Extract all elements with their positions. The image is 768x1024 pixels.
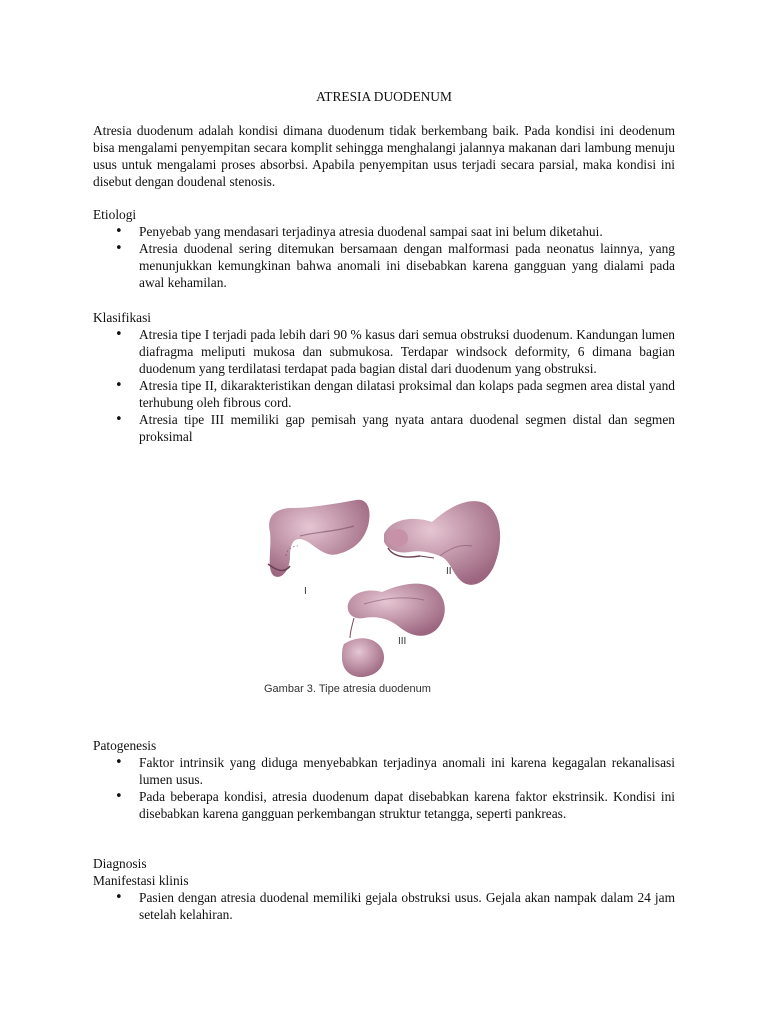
atresia-types-figure	[264, 486, 512, 700]
diagnosis-list	[93, 889, 675, 923]
etiologi-list	[93, 223, 675, 291]
type-iii-drawing	[342, 584, 445, 677]
list-item: • Atresia tipe II, dikarakteristikan dengan dilatasi proksimal dan kolaps pada segmen area distal yand terhubung oleh fibrous cord.	[93, 377, 675, 411]
klasifikasi-list	[93, 326, 675, 445]
manifestasi-subheading: Manifestasi klinis	[93, 873, 189, 888]
list-item: • Penyebab yang mendasari terjadinya atresia duodenal sampai saat ini belum diketahui.	[93, 223, 675, 240]
diagnosis-heading: Diagnosis	[93, 856, 147, 871]
atresia-illustration	[264, 486, 512, 686]
list-item: • Faktor intrinsik yang diduga menyebabkan terjadinya anomali ini karena kegagalan rekanalisasi lumen usus.	[93, 754, 675, 788]
etiologi-heading: Etiologi	[93, 207, 137, 222]
klasifikasi-heading: Klasifikasi	[93, 310, 152, 325]
figure-label-i: I	[304, 586, 307, 597]
list-item: • Atresia duodenal sering ditemukan bersamaan dengan malformasi pada neonatus lainnya, yang menunjukkan kemungkinan bahwa anomali ini disebabkan karena gangguan yang dialami pada awal kehamilan.	[93, 240, 675, 291]
type-i-drawing	[268, 500, 370, 577]
document-title: ATRESIA DUODENUM	[316, 89, 452, 104]
list-item: • Pasien dengan atresia duodenal memiliki gejala obstruksi usus. Gejala akan nampak dalam 24 jam setelah kelahiran.	[93, 889, 675, 923]
figure-label-ii: II	[446, 566, 452, 577]
intro-paragraph: Atresia duodenum adalah kondisi dimana duodenum tidak berkembang baik. Pada kondisi ini deodenum bisa mengalami penyempitan secara komplit sehingga menghalangi jalannya makanan dari lambung menuju usus untuk mengalami proses absorbsi. Apabila penyempitan usus terjadi secara parsial, maka kondisi ini disebut dengan doudenal stenosis.	[93, 123, 675, 189]
patogenesis-heading: Patogenesis	[93, 738, 157, 753]
patogenesis-list	[93, 754, 675, 822]
list-item: • Atresia tipe I terjadi pada lebih dari 90 % kasus dari semua obstruksi duodenum. Kandungan lumen diafragma meliputi mukosa dan submukosa. Terdapar windsock deformity, 6 dimana bagian duodenum yang terdilatasi terdapat pada bagian distal dari duodenum yang obstruksi.	[93, 326, 675, 377]
list-item: • Atresia tipe III memiliki gap pemisah yang nyata antara duodenal segmen distal dan segmen proksimal	[93, 411, 675, 445]
figure-caption: Gambar 3. Tipe atresia duodenum	[264, 683, 431, 695]
type-ii-drawing	[384, 501, 500, 585]
figure-label-iii: III	[398, 636, 407, 647]
list-item: • Pada beberapa kondisi, atresia duodenum dapat disebabkan karena faktor ekstrinsik. Kondisi ini disebabkan karena gangguan perkembangan struktur tetangga, seperti pankreas.	[93, 788, 675, 822]
